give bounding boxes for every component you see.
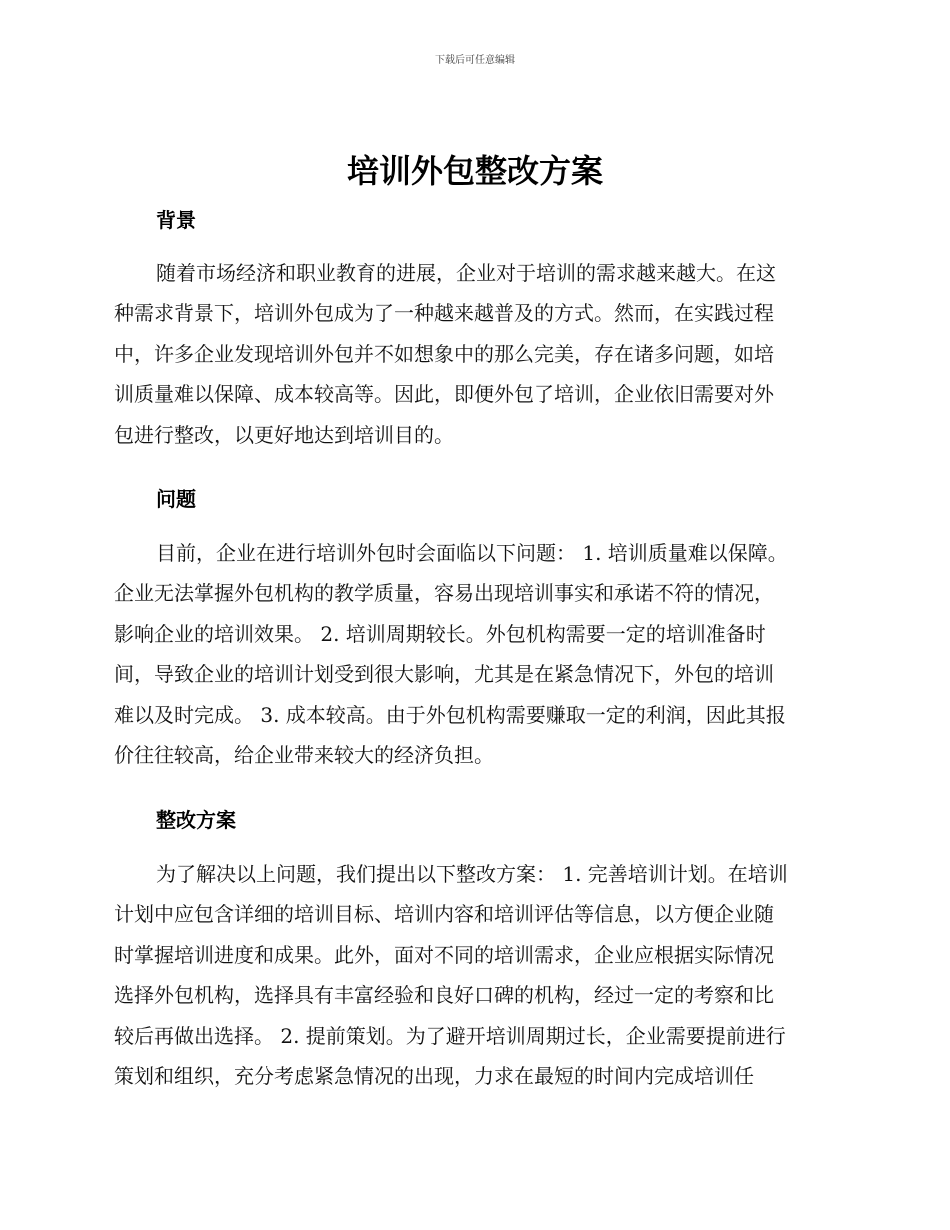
paragraph-line: 价往往较高，给企业带来较大的经济负担。 <box>114 743 494 768</box>
section-heading-background: 背景 <box>156 208 196 232</box>
paragraph-line: 中，许多企业发现培训外包并不如想象中的那么完美，存在诸多问题，如培 <box>114 341 774 366</box>
paragraph-line: 训质量难以保障、成本较高等。因此，即便外包了培训，企业依旧需要对外 <box>114 382 774 407</box>
section-paragraph-issues <box>114 533 834 775</box>
paragraph-line: 选择外包机构，选择具有丰富经验和良好口碑的机构，经过一定的考察和比 <box>114 983 774 1008</box>
document-title: 培训外包整改方案 <box>346 152 603 190</box>
paragraph-line: 间，导致企业的培训计划受到很大影响，尤其是在紧急情况下，外包的培训 <box>114 662 774 687</box>
paragraph-line: 目前，企业在进行培训外包时会面临以下问题： 1. 培训质量难以保障。 <box>156 541 788 565</box>
section-paragraph-rectification-plan <box>114 854 834 1096</box>
paragraph-line: 影响企业的培训效果。 2. 培训周期较长。外包机构需要一定的培训准备时 <box>114 621 766 646</box>
paragraph-line: 较后再做出选择。 2. 提前策划。为了避开培训周期过长，企业需要提前进行 <box>114 1023 786 1048</box>
paragraph-line: 时掌握培训进度和成果。此外，面对不同的培训需求，企业应根据实际情况 <box>114 942 774 967</box>
paragraph-line: 计划中应包含详细的培训目标、培训内容和培训评估等信息，以方便企业随 <box>114 902 774 927</box>
section-paragraph-background <box>114 253 834 455</box>
download-note: 下载后可任意编辑 <box>435 55 515 66</box>
section-heading-rectification-plan: 整改方案 <box>156 808 236 832</box>
paragraph-line: 种需求背景下，培训外包成为了一种越来越普及的方式。然而，在实践过程 <box>114 301 774 326</box>
paragraph-line: 包进行整改，以更好地达到培训目的。 <box>114 422 454 447</box>
paragraph-line: 随着市场经济和职业教育的进展，企业对于培训的需求越来越大。在这 <box>156 261 776 285</box>
paragraph-line: 企业无法掌握外包机构的教学质量，容易出现培训事实和承诺不符的情况， <box>114 581 774 606</box>
section-heading-issues: 问题 <box>156 487 196 511</box>
paragraph-line: 为了解决以上问题，我们提出以下整改方案： 1. 完善培训计划。在培训 <box>156 862 788 886</box>
paragraph-line: 策划和组织，充分考虑紧急情况的出现，力求在最短的时间内完成培训任 <box>114 1064 754 1089</box>
paragraph-line: 难以及时完成。 3. 成本较高。由于外包机构需要赚取一定的利润，因此其报 <box>114 702 786 727</box>
